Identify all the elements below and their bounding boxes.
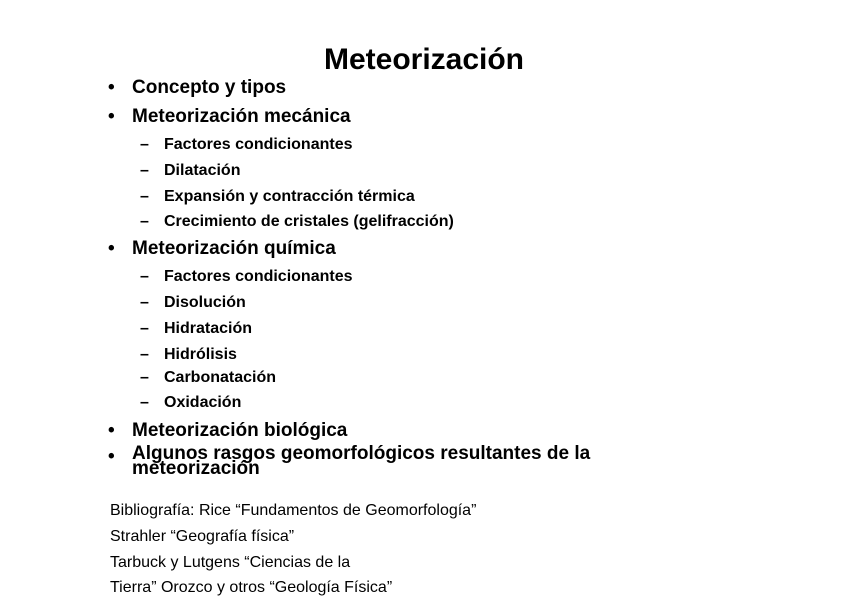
- slide-title: Meteorización: [323, 43, 525, 76]
- bullet-rasgos-geomorfologicos: [108, 443, 591, 479]
- bullet-meteorizacion-biologica: [108, 420, 348, 442]
- subitem-qui-hidratacion: [140, 319, 253, 338]
- bullet-mark: •: [108, 420, 115, 441]
- bullet-text: Meteorización mecánica: [132, 106, 351, 127]
- subitem-mec-dilatacion: [140, 161, 241, 180]
- subitem-text: Factores condicionantes: [164, 136, 353, 153]
- subitem-qui-disolucion: [140, 293, 246, 312]
- dash-mark: –: [140, 394, 149, 411]
- bullet-mark: •: [108, 446, 115, 467]
- bullet-text: Meteorización biológica: [132, 420, 348, 441]
- dash-mark: –: [140, 188, 149, 205]
- subitem-qui-factores: [140, 267, 353, 286]
- bullet-concepto: [108, 77, 287, 99]
- subitem-text: Factores condicionantes: [164, 268, 353, 285]
- subitem-text: Hidrólisis: [164, 346, 237, 363]
- subitem-qui-hidrolisis: [140, 345, 237, 364]
- bullet-mark: •: [108, 77, 115, 98]
- subitem-text: Dilatación: [164, 162, 241, 179]
- subitem-text: Hidratación: [164, 320, 253, 337]
- bibliography-line-2: Strahler “Geografía física”: [110, 528, 295, 545]
- subitem-text: Crecimiento de cristales (gelifracción): [164, 213, 454, 230]
- dash-mark: –: [140, 162, 149, 179]
- bullet-text-line1: Algunos rasgos geomorfológicos resultantes de la: [132, 443, 591, 464]
- bullet-mark: •: [108, 106, 115, 127]
- dash-mark: –: [140, 346, 149, 363]
- bibliography-line-4: Tierra” Orozco y otros “Geología Física”: [110, 579, 393, 596]
- subitem-mec-crecimiento: [140, 212, 454, 231]
- bullet-text: Meteorización química: [132, 238, 336, 259]
- bullet-text: Concepto y tipos: [132, 77, 287, 98]
- dash-mark: –: [140, 136, 149, 153]
- subitem-text: Expansión y contracción térmica: [164, 188, 415, 205]
- subitem-mec-factores: [140, 135, 353, 154]
- bibliography-line-1: Bibliografía: Rice “Fundamentos de Geomorfología”: [110, 502, 477, 519]
- dash-mark: –: [140, 320, 149, 337]
- dash-mark: –: [140, 294, 149, 311]
- bullet-meteorizacion-quimica: [108, 238, 336, 260]
- dash-mark: –: [140, 369, 149, 386]
- subitem-qui-oxidacion: [140, 393, 242, 412]
- subitem-qui-carbonatacion: [140, 368, 277, 387]
- dash-mark: –: [140, 213, 149, 230]
- bullet-meteorizacion-mecanica: [108, 106, 351, 128]
- subitem-text: Disolución: [164, 294, 246, 311]
- bullet-mark: •: [108, 238, 115, 259]
- dash-mark: –: [140, 268, 149, 285]
- subitem-text: Oxidación: [164, 394, 242, 411]
- subitem-mec-expansion: [140, 187, 415, 206]
- bullet-text-line2: meteorización: [132, 458, 260, 479]
- bibliography-line-3: Tarbuck y Lutgens “Ciencias de la: [110, 554, 351, 571]
- subitem-text: Carbonatación: [164, 369, 277, 386]
